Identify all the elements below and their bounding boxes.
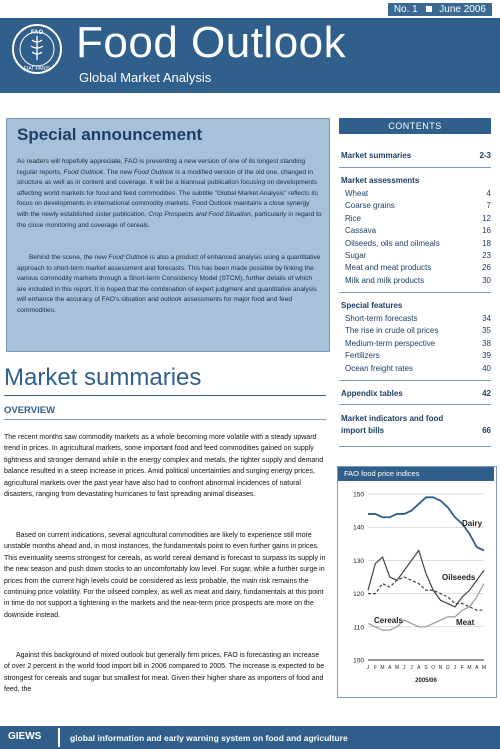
toc-special-features-title: Special features	[341, 301, 403, 310]
footer-separator	[58, 728, 60, 747]
overview-subheading: OVERVIEW	[4, 405, 56, 416]
overview-paragraph-3: Against this background of mixed outlook but generally firm prices, FAO is forecasting an increase of over 2 percent in the world food import bill in 2006 compared to 2005. The increase is expected to be strongest for cereals and sugar but smallest for meat. Given their higher share as importers of food and feed, the	[4, 652, 325, 694]
price-index-chart	[338, 482, 494, 694]
x-tick-label: A	[417, 665, 421, 671]
toc-divider	[339, 446, 491, 447]
x-tick-label: J	[366, 665, 370, 671]
x-tick-label: J	[453, 665, 457, 671]
overview-paragraph-1: The recent months saw commodity markets as a whole becoming more volatile with a steady upward trend in prices. In agricultural markets, some important food and feed commodities gained on supply tightness and stronger demand while in the energy complex and metals, the tighter supply and demand balance resulted in a steep increase in prices. Amid political uncertainties and surging energy prices, agricultural markets over the past year have also had to confront abnormal incidences of natural disasters, ranging from devastating hurricanes to fast spreading animal diseases.	[4, 434, 324, 499]
y-tick-label: 100	[353, 657, 364, 665]
x-tick-label: F	[373, 665, 377, 671]
toc-divider	[339, 404, 491, 405]
x-tick-label: A	[388, 665, 392, 671]
toc-divider	[339, 292, 491, 293]
chart-title: FAO food price indices	[338, 467, 494, 481]
overview-paragraph-2: Based on current indications, several agricultural commodities are likely to experience still more unstable months ahead and, in most instances, the fundamentals point to even further gains in prices. This eventuality seems strongest for cereals, as world cereal demand is forecast to surpass its supply in the new season and push down stocks to an uncomfortably low level. For sugar, while a further surge in prices from the current high levels could be considered as less probable, the main risk remains the continuing price volatility. For the oilseed complex, as well as meat and dairy, fundamentals at this point in time do not support a tightening in the markets and the near-term price prospects are more on the downside instead.	[4, 532, 326, 619]
x-axis-label: 2005/06	[415, 678, 437, 684]
toc-divider	[339, 380, 491, 381]
toc-market-assessments-title: Market assessments	[341, 176, 420, 185]
y-tick-label: 140	[353, 524, 364, 532]
contents-heading: CONTENTS	[339, 118, 491, 134]
x-tick-label: S	[424, 665, 428, 671]
publication-subtitle: Global Market Analysis	[79, 70, 212, 85]
x-tick-label: M	[467, 665, 472, 671]
toc-market-indicators[interactable]: Market indicators and food import bills 66	[341, 414, 491, 435]
x-tick-label: F	[460, 665, 464, 671]
x-tick-label: J	[410, 665, 413, 671]
announcement-paragraph-1: As readers will hopefully appreciate, FAO is presenting a new version of one of its longest standing regular reports, Food Outlook. The new Food Outlook is a modified version of the old one, changed in structure as well as in content and coverage. It will be a biannual publication focusing on developments affecting world markets for food and feed commodities. The subtitle "Global Market Analysis" reflects its focus on developments in international commodity markets. Food Outlook maintains a close synergy with the newly established sister publication, Crop Prospects and Food Situation, particularly in regard to the close monitoring and coverage of cereals.	[17, 158, 322, 229]
series-label-cereals: Cereals	[374, 616, 403, 625]
subheading-rule	[4, 419, 326, 420]
x-tick-label: J	[403, 665, 406, 671]
x-tick-label: M	[380, 665, 385, 671]
svg-text:FIAT PANIS: FIAT PANIS	[23, 66, 51, 72]
y-tick-label: 110	[353, 624, 364, 632]
y-tick-label: 120	[353, 591, 364, 599]
publication-title: Food Outlook	[76, 18, 347, 67]
announcement-title: Special announcement	[17, 125, 203, 144]
heading-rule	[4, 395, 326, 396]
x-tick-label: N	[438, 665, 443, 671]
y-tick-label: 130	[353, 557, 364, 565]
announcement-paragraph-2: Behind the scene, the new Food Outlook is also a product of enhanced analysis using a quantitative approach to short-term market assessment and forecasts. This has been made possible by linking the various commodity markets through a Short-term Consistency Model (STCM), further details of which are included in this report. It is hoped that the combination of expert judgment and quantitative analysis will enhance the accuracy of FAO's situation and outlook assessments for major food and feed commodities.	[17, 254, 321, 314]
series-label-dairy: Dairy	[462, 519, 483, 528]
giews-description: global information and early warning system on food and agriculture	[70, 733, 348, 743]
series-label-oilseeds: Oilseeds	[442, 573, 476, 582]
issue-date: June 2006	[439, 4, 486, 15]
toc-divider	[339, 167, 491, 168]
special-announcement-box	[6, 118, 330, 352]
x-tick-label: A	[475, 665, 479, 671]
fao-emblem-icon	[14, 26, 60, 72]
giews-label: GIEWS	[8, 731, 42, 742]
fao-logo	[12, 24, 62, 74]
x-tick-label: D	[445, 665, 450, 671]
svg-text:FAO: FAO	[30, 30, 44, 36]
issue-number: No. 1	[393, 4, 418, 15]
market-summaries-heading: Market summaries	[4, 364, 202, 391]
series-label-meat: Meat	[456, 618, 475, 627]
y-tick-label: 150	[353, 491, 364, 499]
x-tick-label: M	[481, 665, 487, 671]
separator-square-icon	[426, 6, 432, 12]
x-tick-label: O	[431, 665, 436, 671]
x-tick-label: M	[394, 665, 400, 671]
issue-label	[388, 3, 492, 16]
